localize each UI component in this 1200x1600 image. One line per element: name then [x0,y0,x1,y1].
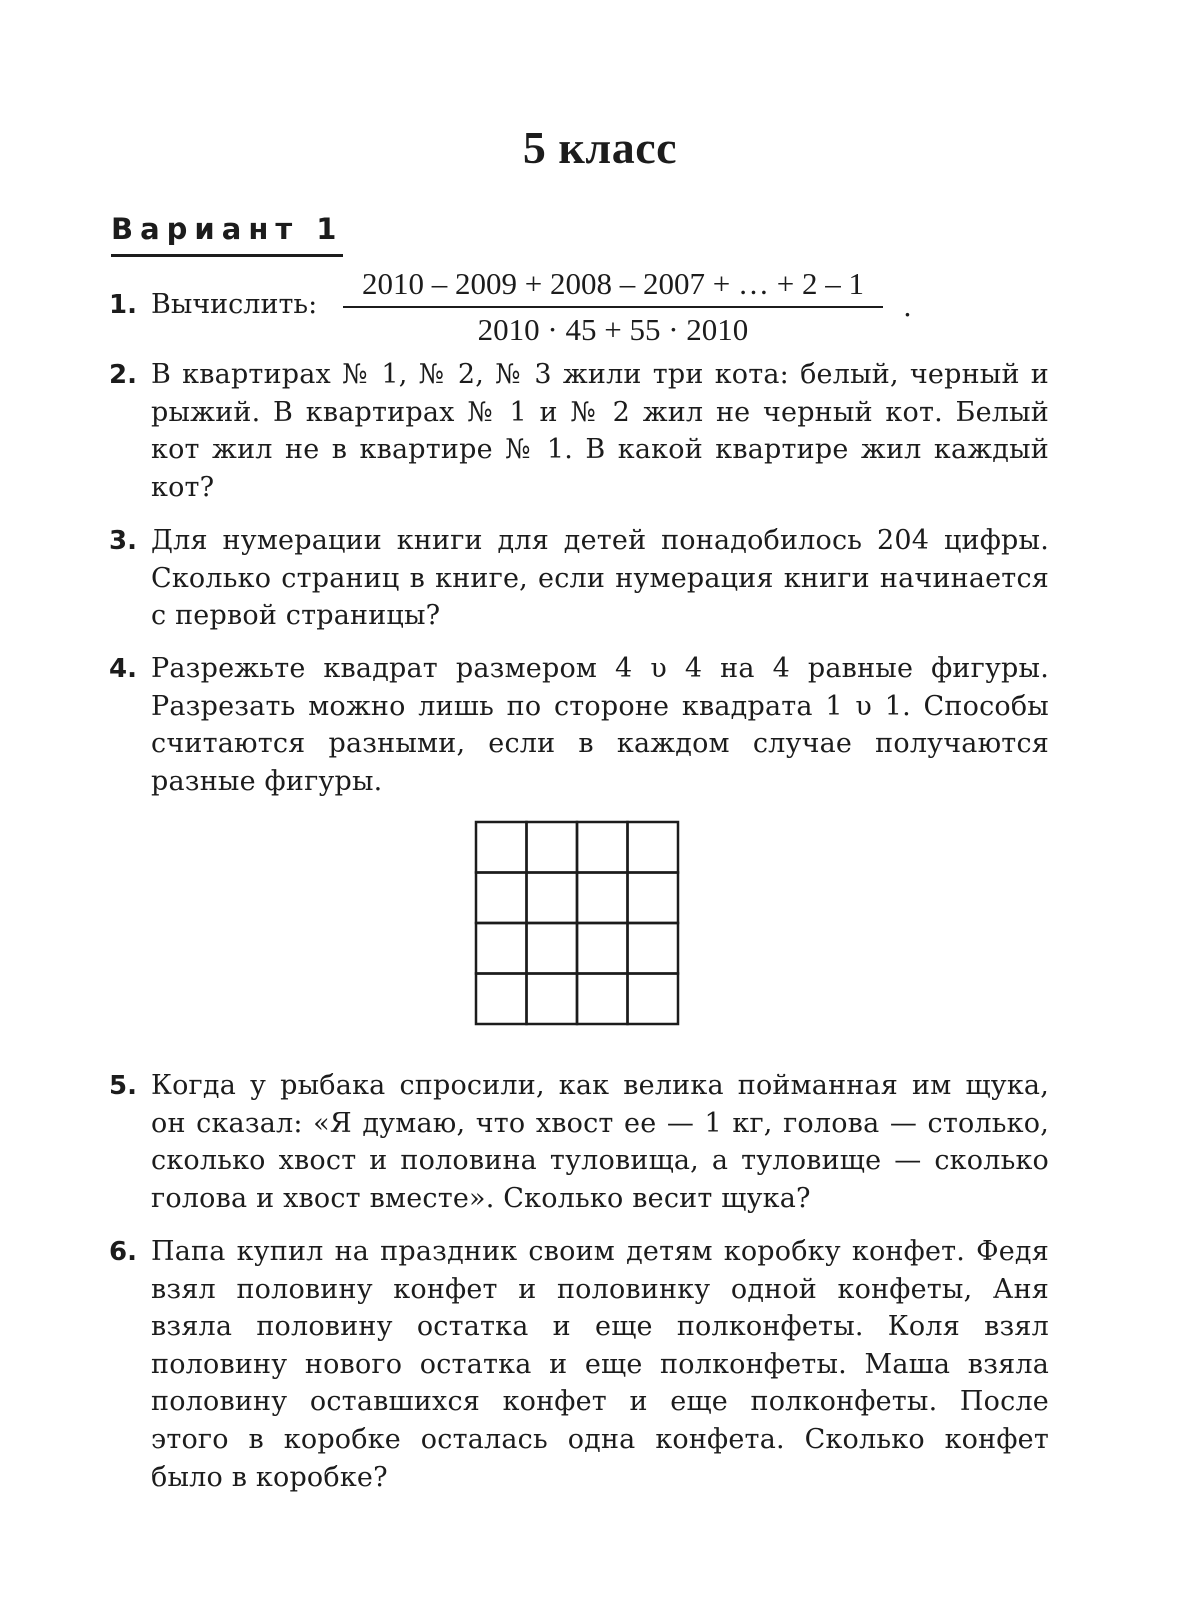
grid-cell [628,873,679,924]
square-grid-figure [474,820,680,1026]
fraction-bar [343,306,883,308]
fraction [343,264,883,350]
grid-cell [628,822,679,873]
grid-cell [628,974,679,1025]
task-number: 1. [109,290,137,320]
task-number: 5. [109,1071,137,1101]
task-1-label: Вычислить: [151,289,318,320]
variant-heading: Вариант 1 [111,210,343,257]
task-number: 4. [109,654,137,684]
task-text: В квартирах № 1, № 2, № 3 жили три кота: белый, черный и рыжий. В квартирах № 1 и № 2 жил не черный кот. Белый кот жил не в квартире № 1. В какой квартире жил каждый кот? [151,359,1049,503]
grid-cell [527,822,578,873]
task-number: 6. [109,1237,137,1267]
fraction-denominator: 2010 · 45 + 55 · 2010 [477,312,749,347]
grid-cell [527,974,578,1025]
grid-cell [577,822,628,873]
grid-cell [476,923,527,974]
task-text: Разрежьте квадрат размером 4 υ 4 на 4 равные фигуры. Разрезать можно лишь по стороне квадрата 1 υ 1. Способы считаются разными, если в каждом случае получаются разные фигуры. [151,653,1049,797]
task-text: Папа купил на праздник своим детям коробку конфет. Федя взял половину конфет и половинку одной конфеты, Аня взяла половину остатка и еще полконфеты. Коля взял половину нового остатка и еще полконфеты. Маша взяла половину оставшихся конфет и еще полконфеты. После этого в коробке осталась одна конфета. Сколько конфет было в коробке? [151,1236,1049,1493]
grid-cell [476,822,527,873]
grid-cell [628,923,679,974]
task-number: 2. [109,360,137,390]
grid-cell [476,873,527,924]
task-number: 3. [109,526,137,556]
grid-cell [577,923,628,974]
fraction-numerator: 2010 – 2009 + 2008 – 2007 + … + 2 – 1 [362,266,864,301]
page-title: 5 класс [522,122,678,173]
task-1-end-mark: . [903,290,912,323]
task-text: Когда у рыбака спросили, как велика пойманная им щука, он сказал: «Я думаю, что хвост ее — 1 кг, голова — столько, сколько хвост и половина туловища, а туловище — сколько голова и хвост вместе». Сколько весит щука? [151,1070,1049,1214]
grid-cell [527,923,578,974]
grid-cell [476,974,527,1025]
grid-cell [577,873,628,924]
grid-cell [527,873,578,924]
grid-cell [577,974,628,1025]
task-text: Для нумерации книги для детей понадобилось 204 цифры. Сколько страниц в книге, если нумерация книги начинается с первой страницы? [151,525,1049,632]
